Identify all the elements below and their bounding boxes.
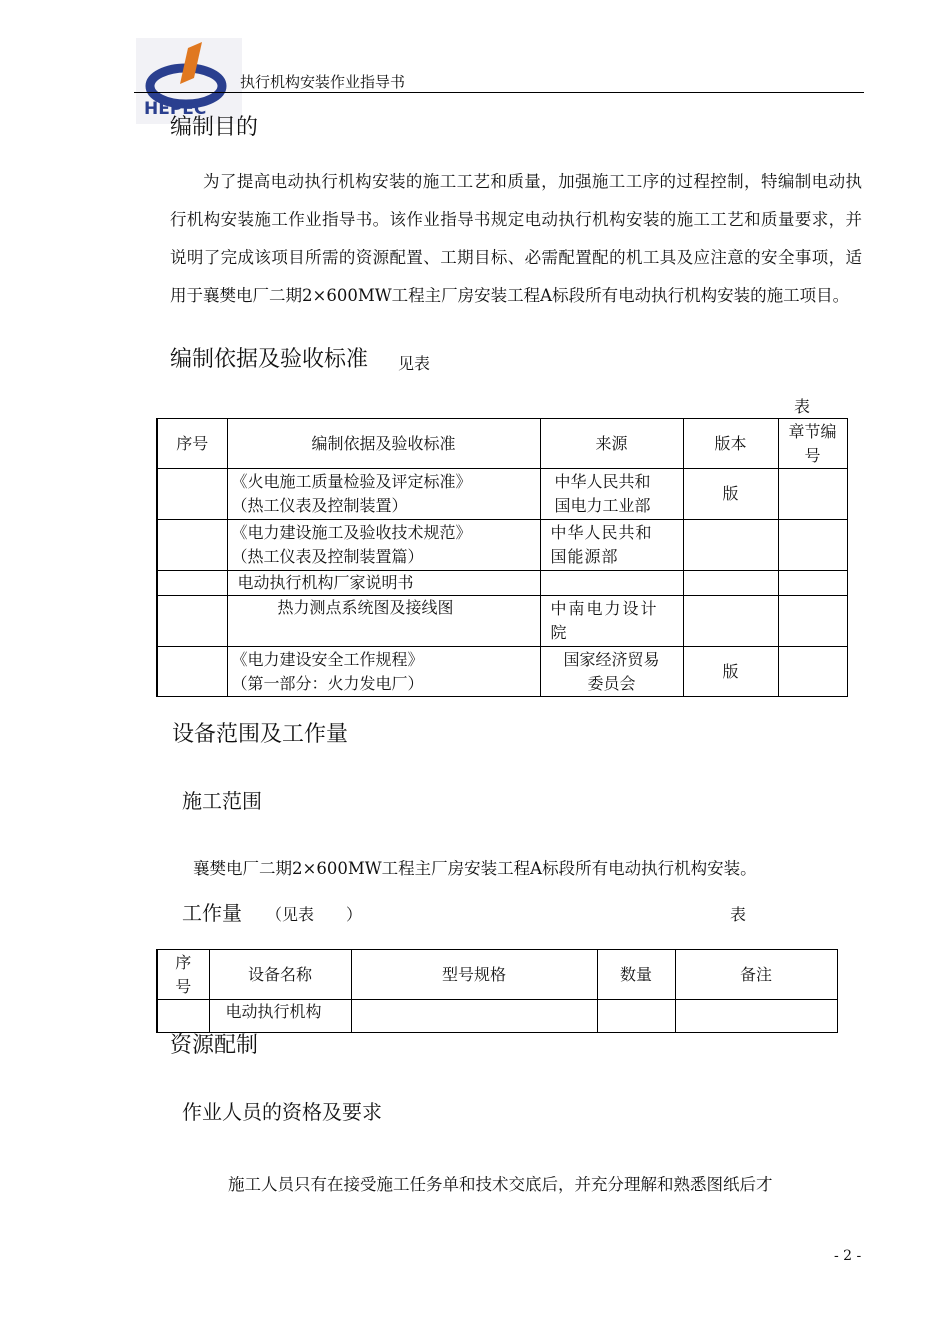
header-cell-device: 设备名称 xyxy=(209,950,351,1000)
header-title: 执行机构安装作业指导书 xyxy=(240,73,406,91)
purpose-paragraph: 为了提高电动执行机构安装的施工工艺和质量，加强施工工序的过程控制，特编制电动执行机构安装施工作业指导书。该作业指导书规定电动执行机构安装的施工工艺和质量要求，并说明了完成该项目所需的资源配置、工期目标、必需配置配的机工具及应注意的安全事项，适用于襄樊电厂二期2×600MW工程主厂房安装工程A标段所有电动执行机构安装的施工项目。 xyxy=(170,172,862,305)
row-no xyxy=(157,647,227,697)
workload-note: （见表 ） xyxy=(266,905,363,924)
workload-heading: 工作量 xyxy=(182,901,242,925)
row-standard: 《火电施工质量检验及评定标准》 （热工仪表及控制装置） xyxy=(227,469,540,520)
table-row xyxy=(157,571,847,596)
row-version: 版 xyxy=(683,647,778,697)
row-version xyxy=(683,596,778,647)
table2-caption: 表 xyxy=(730,905,747,924)
header-divider xyxy=(134,92,864,93)
table-header-row xyxy=(157,950,837,1000)
row-chapter xyxy=(778,571,847,596)
standards-table xyxy=(156,418,848,697)
header-cell-chapter: 章节编号 xyxy=(778,419,847,469)
row-standard: 《电力建设施工及验收技术规范》 （热工仪表及控制装置篇） xyxy=(227,520,540,571)
basis-note: 见表 xyxy=(398,354,431,373)
table-row xyxy=(157,596,847,647)
row-no xyxy=(157,571,227,596)
basis-heading: 编制依据及验收标准 xyxy=(170,347,369,372)
row-remark xyxy=(675,1000,837,1033)
row-source: 国家经济贸易 委员会 xyxy=(540,647,683,697)
header-cell-no: 序号 xyxy=(157,419,227,469)
page-number: - 2 - xyxy=(834,1248,862,1264)
row-device-name: 电动执行机构 xyxy=(209,1000,351,1033)
construction-scope-text: 襄樊电厂二期2×600MW工程主厂房安装工程A标段所有电动执行机构安装。 xyxy=(193,859,757,878)
personnel-heading: 作业人员的资格及要求 xyxy=(182,1100,382,1124)
construction-scope-heading: 施工范围 xyxy=(182,789,262,813)
row-chapter xyxy=(778,596,847,647)
row-qty xyxy=(597,1000,675,1033)
row-source: 中华人民共和 国能源部 xyxy=(540,520,683,571)
purpose-heading: 编制目的 xyxy=(170,115,259,140)
row-source: 中南电力设计 院 xyxy=(540,596,683,647)
personnel-paragraph: 施工人员只有在接受施工任务单和技术交底后，并充分理解和熟悉图纸后才 xyxy=(228,1175,773,1194)
row-standard: 《电力建设安全工作规程》 （第一部分：火力发电厂） xyxy=(227,647,540,697)
row-version: 版 xyxy=(683,469,778,520)
row-no xyxy=(157,596,227,647)
table-row xyxy=(157,647,847,697)
header-cell-version: 版本 xyxy=(683,419,778,469)
header-cell-qty: 数量 xyxy=(597,950,675,1000)
row-chapter xyxy=(778,469,847,520)
table-row xyxy=(157,1000,837,1033)
row-source xyxy=(540,571,683,596)
header-cell-source: 来源 xyxy=(540,419,683,469)
header-cell-standard: 编制依据及验收标准 xyxy=(227,419,540,469)
resources-heading: 资源配制 xyxy=(170,1033,259,1058)
row-version xyxy=(683,520,778,571)
table-header-row xyxy=(157,419,847,469)
scope-heading: 设备范围及工作量 xyxy=(172,722,349,747)
row-model xyxy=(351,1000,597,1033)
logo-text: HEPEC xyxy=(144,99,207,119)
row-standard: 电动执行机构厂家说明书 xyxy=(227,571,540,596)
table-row xyxy=(157,520,847,571)
row-source: 中华人民共和 国电力工业部 xyxy=(540,469,683,520)
row-standard: 热力测点系统图及接线图 xyxy=(227,596,540,647)
row-no xyxy=(157,520,227,571)
table-row xyxy=(157,469,847,520)
row-chapter xyxy=(778,520,847,571)
table1-caption: 表 xyxy=(794,397,811,416)
row-no xyxy=(157,469,227,520)
header-cell-remark: 备注 xyxy=(675,950,837,1000)
row-version xyxy=(683,571,778,596)
header-cell-no: 序号 xyxy=(157,950,209,1000)
row-chapter xyxy=(778,647,847,697)
workload-table xyxy=(156,949,838,1033)
header-cell-model: 型号规格 xyxy=(351,950,597,1000)
